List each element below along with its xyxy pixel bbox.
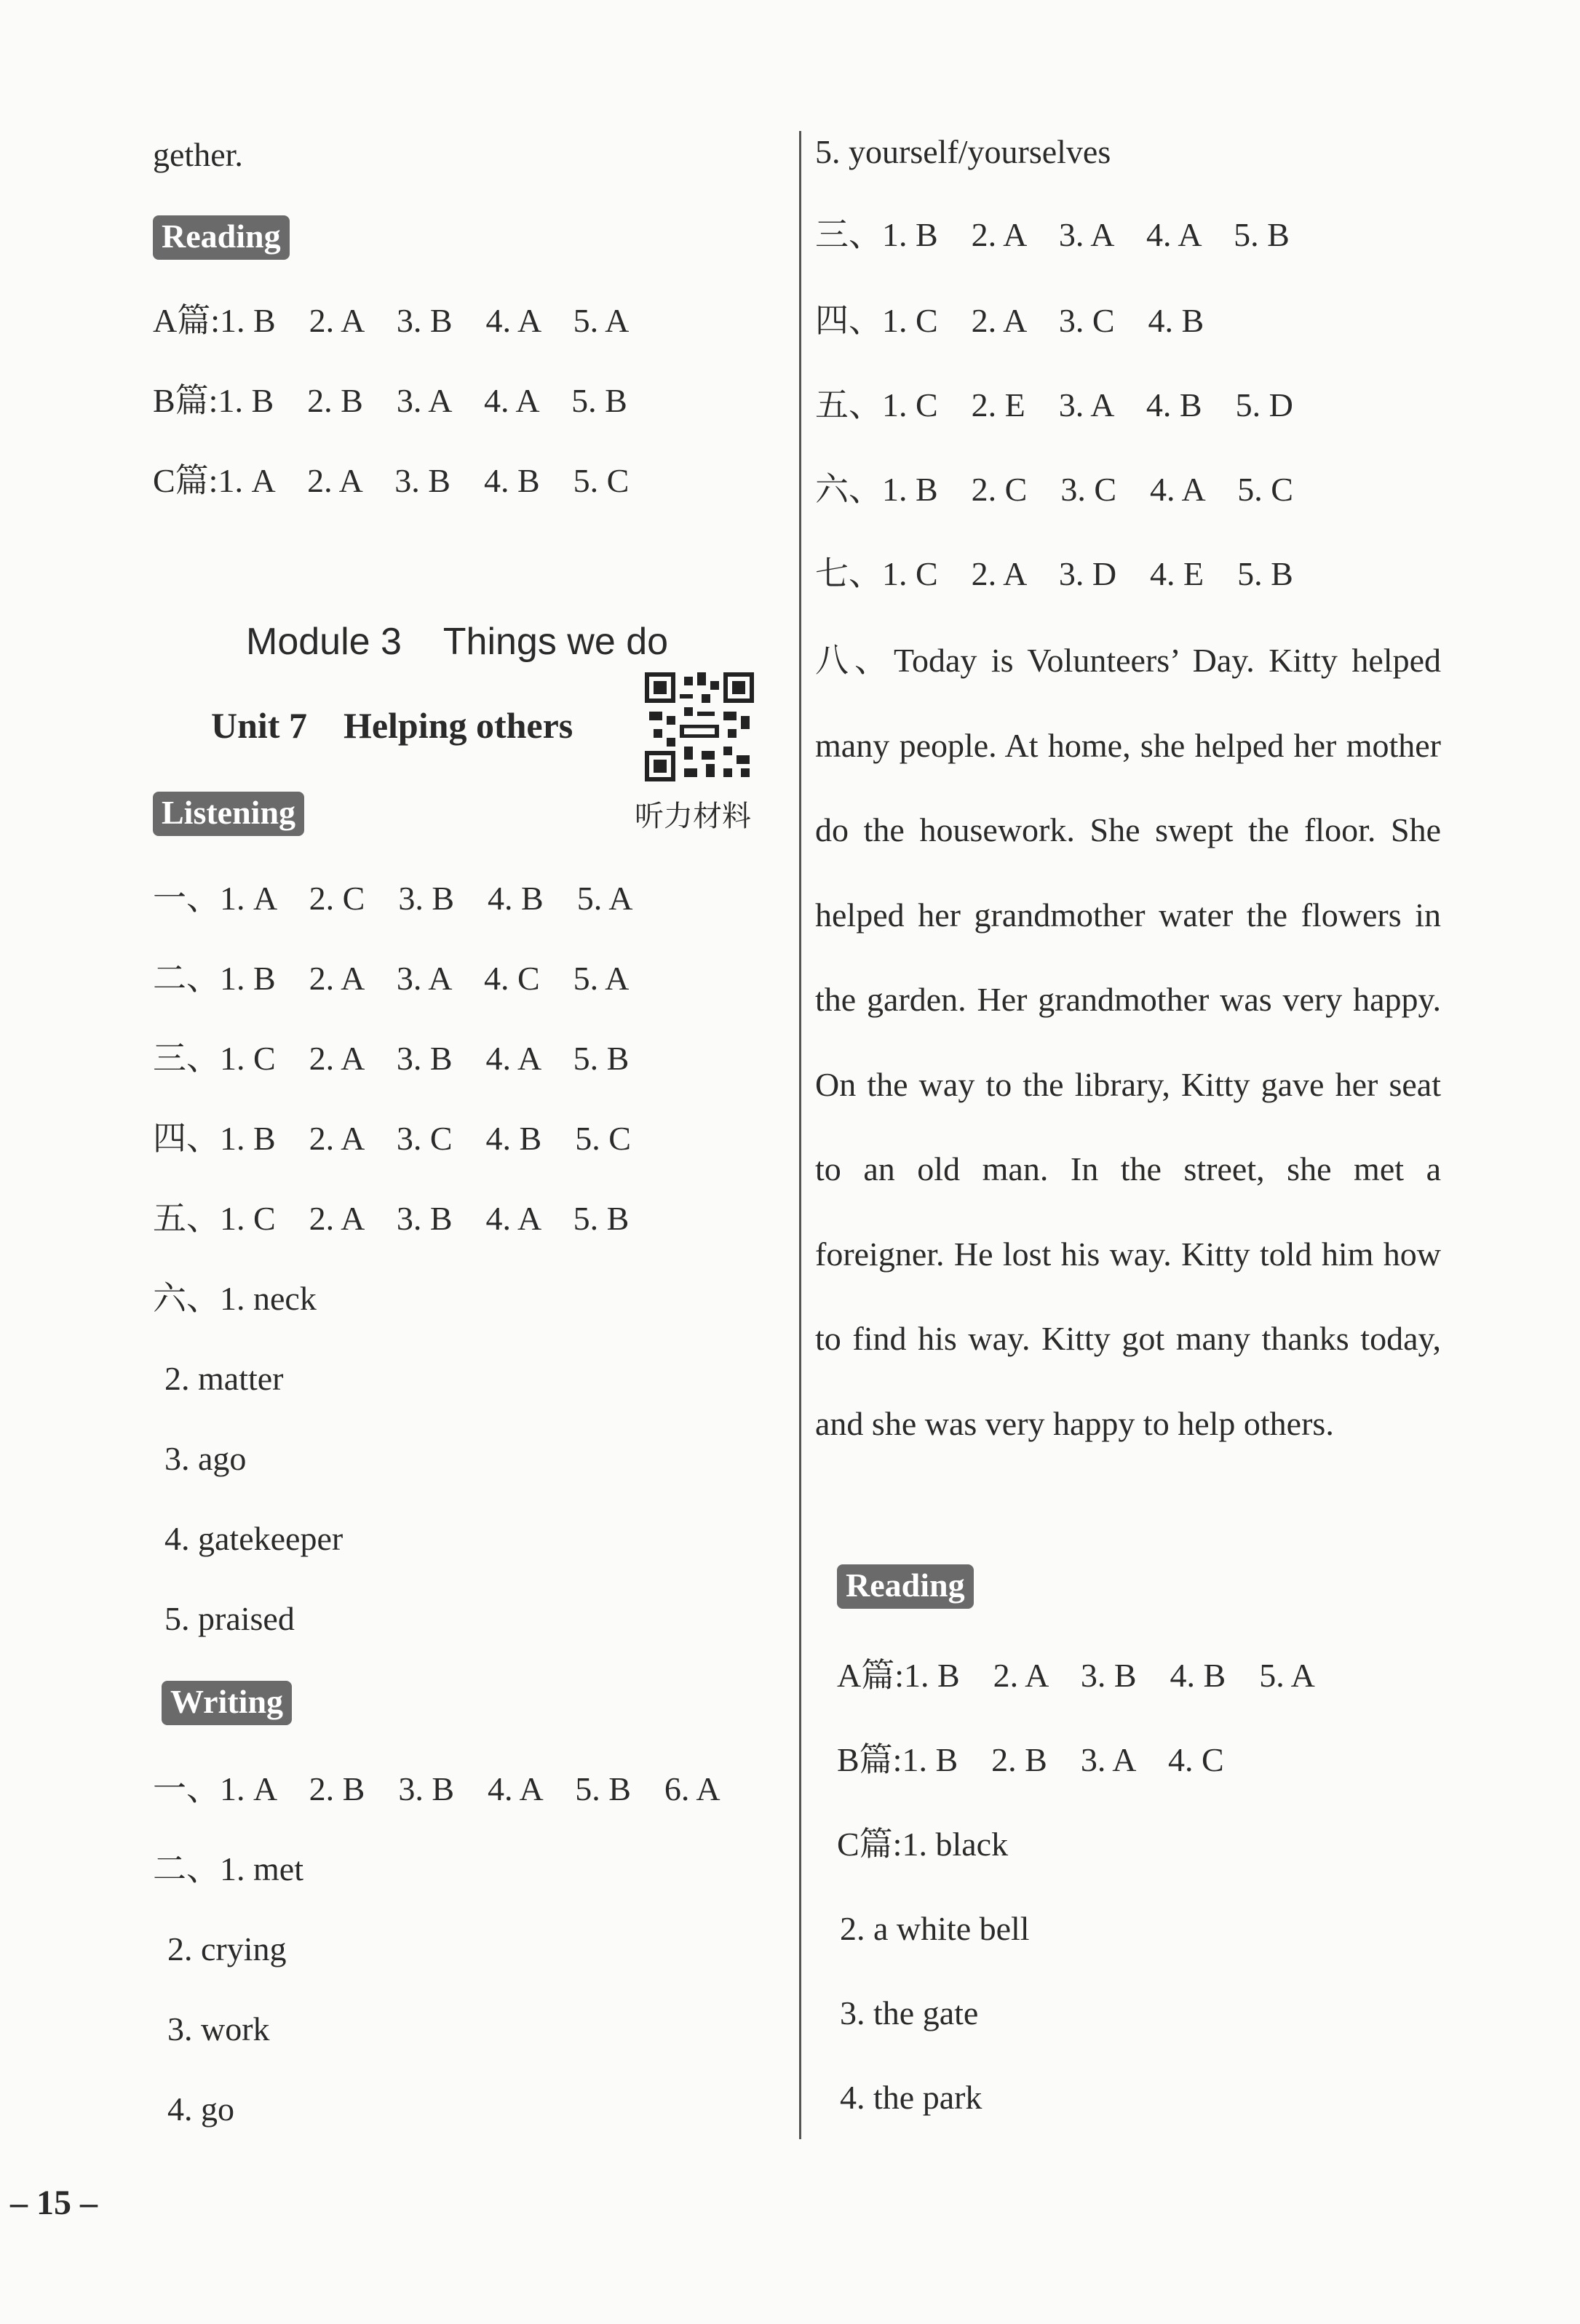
qr-code-icon (645, 672, 754, 781)
answer-row: 五、1. C 2. A 3. B 4. A 5. B (153, 1200, 630, 1237)
answer-row: 3. work (167, 2010, 270, 2048)
answer-row: 四、1. C 2. A 3. C 4. B (815, 302, 1204, 339)
answer-row: 5. praised (164, 1600, 295, 1637)
answer-row: 5. yourself/yourselves (815, 133, 1111, 170)
answer-row: 一、1. A 2. B 3. B 4. A 5. B 6. A (153, 1770, 720, 1807)
answer-row: 3. ago (164, 1440, 247, 1477)
column-divider (799, 131, 801, 2139)
answer-row: 六、1. B 2. C 3. C 4. A 5. C (815, 471, 1293, 508)
answer-row: 2. a white bell (840, 1910, 1030, 1947)
answer-row: 二、1. met (153, 1850, 303, 1887)
answer-row: 4. the park (840, 2079, 982, 2116)
continued-text: gether. (153, 136, 243, 173)
section-tag-writing: Writing (162, 1681, 292, 1725)
answer-row: B篇:1. B 2. B 3. A 4. A 5. B (153, 382, 627, 419)
answer-row: 2. matter (164, 1360, 284, 1397)
answer-row: 4. gatekeeper (164, 1520, 344, 1557)
answer-row: 一、1. A 2. C 3. B 4. B 5. A (153, 880, 633, 917)
answer-row: 二、1. B 2. A 3. A 4. C 5. A (153, 960, 630, 997)
answer-row: 三、1. B 2. A 3. A 4. A 5. B (815, 216, 1290, 253)
qr-label: 听力材料 (635, 800, 751, 833)
answer-row: 2. crying (167, 1930, 287, 1967)
answer-row: 三、1. C 2. A 3. B 4. A 5. B (153, 1040, 630, 1077)
module-title: Module 3 Things we do (246, 621, 669, 663)
section-tag-reading: Reading (837, 1564, 974, 1609)
answer-row: C篇:1. A 2. A 3. B 4. B 5. C (153, 462, 630, 499)
answer-row: 4. go (167, 2090, 234, 2128)
answer-row: 四、1. B 2. A 3. C 4. B 5. C (153, 1120, 631, 1157)
answer-row: A篇:1. B 2. A 3. B 4. B 5. A (837, 1657, 1315, 1694)
unit-title: Unit 7 Helping others (211, 705, 573, 746)
answer-row: B篇:1. B 2. B 3. A 4. C (837, 1741, 1224, 1778)
section-tag-reading: Reading (153, 215, 290, 260)
answer-row: 七、1. C 2. A 3. D 4. E 5. B (815, 555, 1293, 592)
writing-paragraph: 八、Today is Volunteers’ Day. Kitty helped many people. At home, she helped her mother do the housework. She swept the floor. She helped her grandmother water the flowers in the garden. Her grandmother was very happy. On the way to the library, Kitty gave her seat to an old man. In the street, she met a foreigner. He lost his way. Kitty told him how to find his way. Kitty got many thanks today, and she was very happy to help others. (815, 642, 1441, 1442)
answer-row: A篇:1. B 2. A 3. B 4. A 5. A (153, 302, 630, 339)
answer-row: 3. the gate (840, 1994, 979, 2031)
answer-row: 六、1. neck (153, 1280, 317, 1317)
answer-row: 五、1. C 2. E 3. A 4. B 5. D (815, 386, 1293, 423)
answer-row: C篇:1. black (837, 1826, 1009, 1863)
section-tag-listening: Listening (153, 792, 304, 836)
page-number: – 15 – (10, 2184, 98, 2222)
